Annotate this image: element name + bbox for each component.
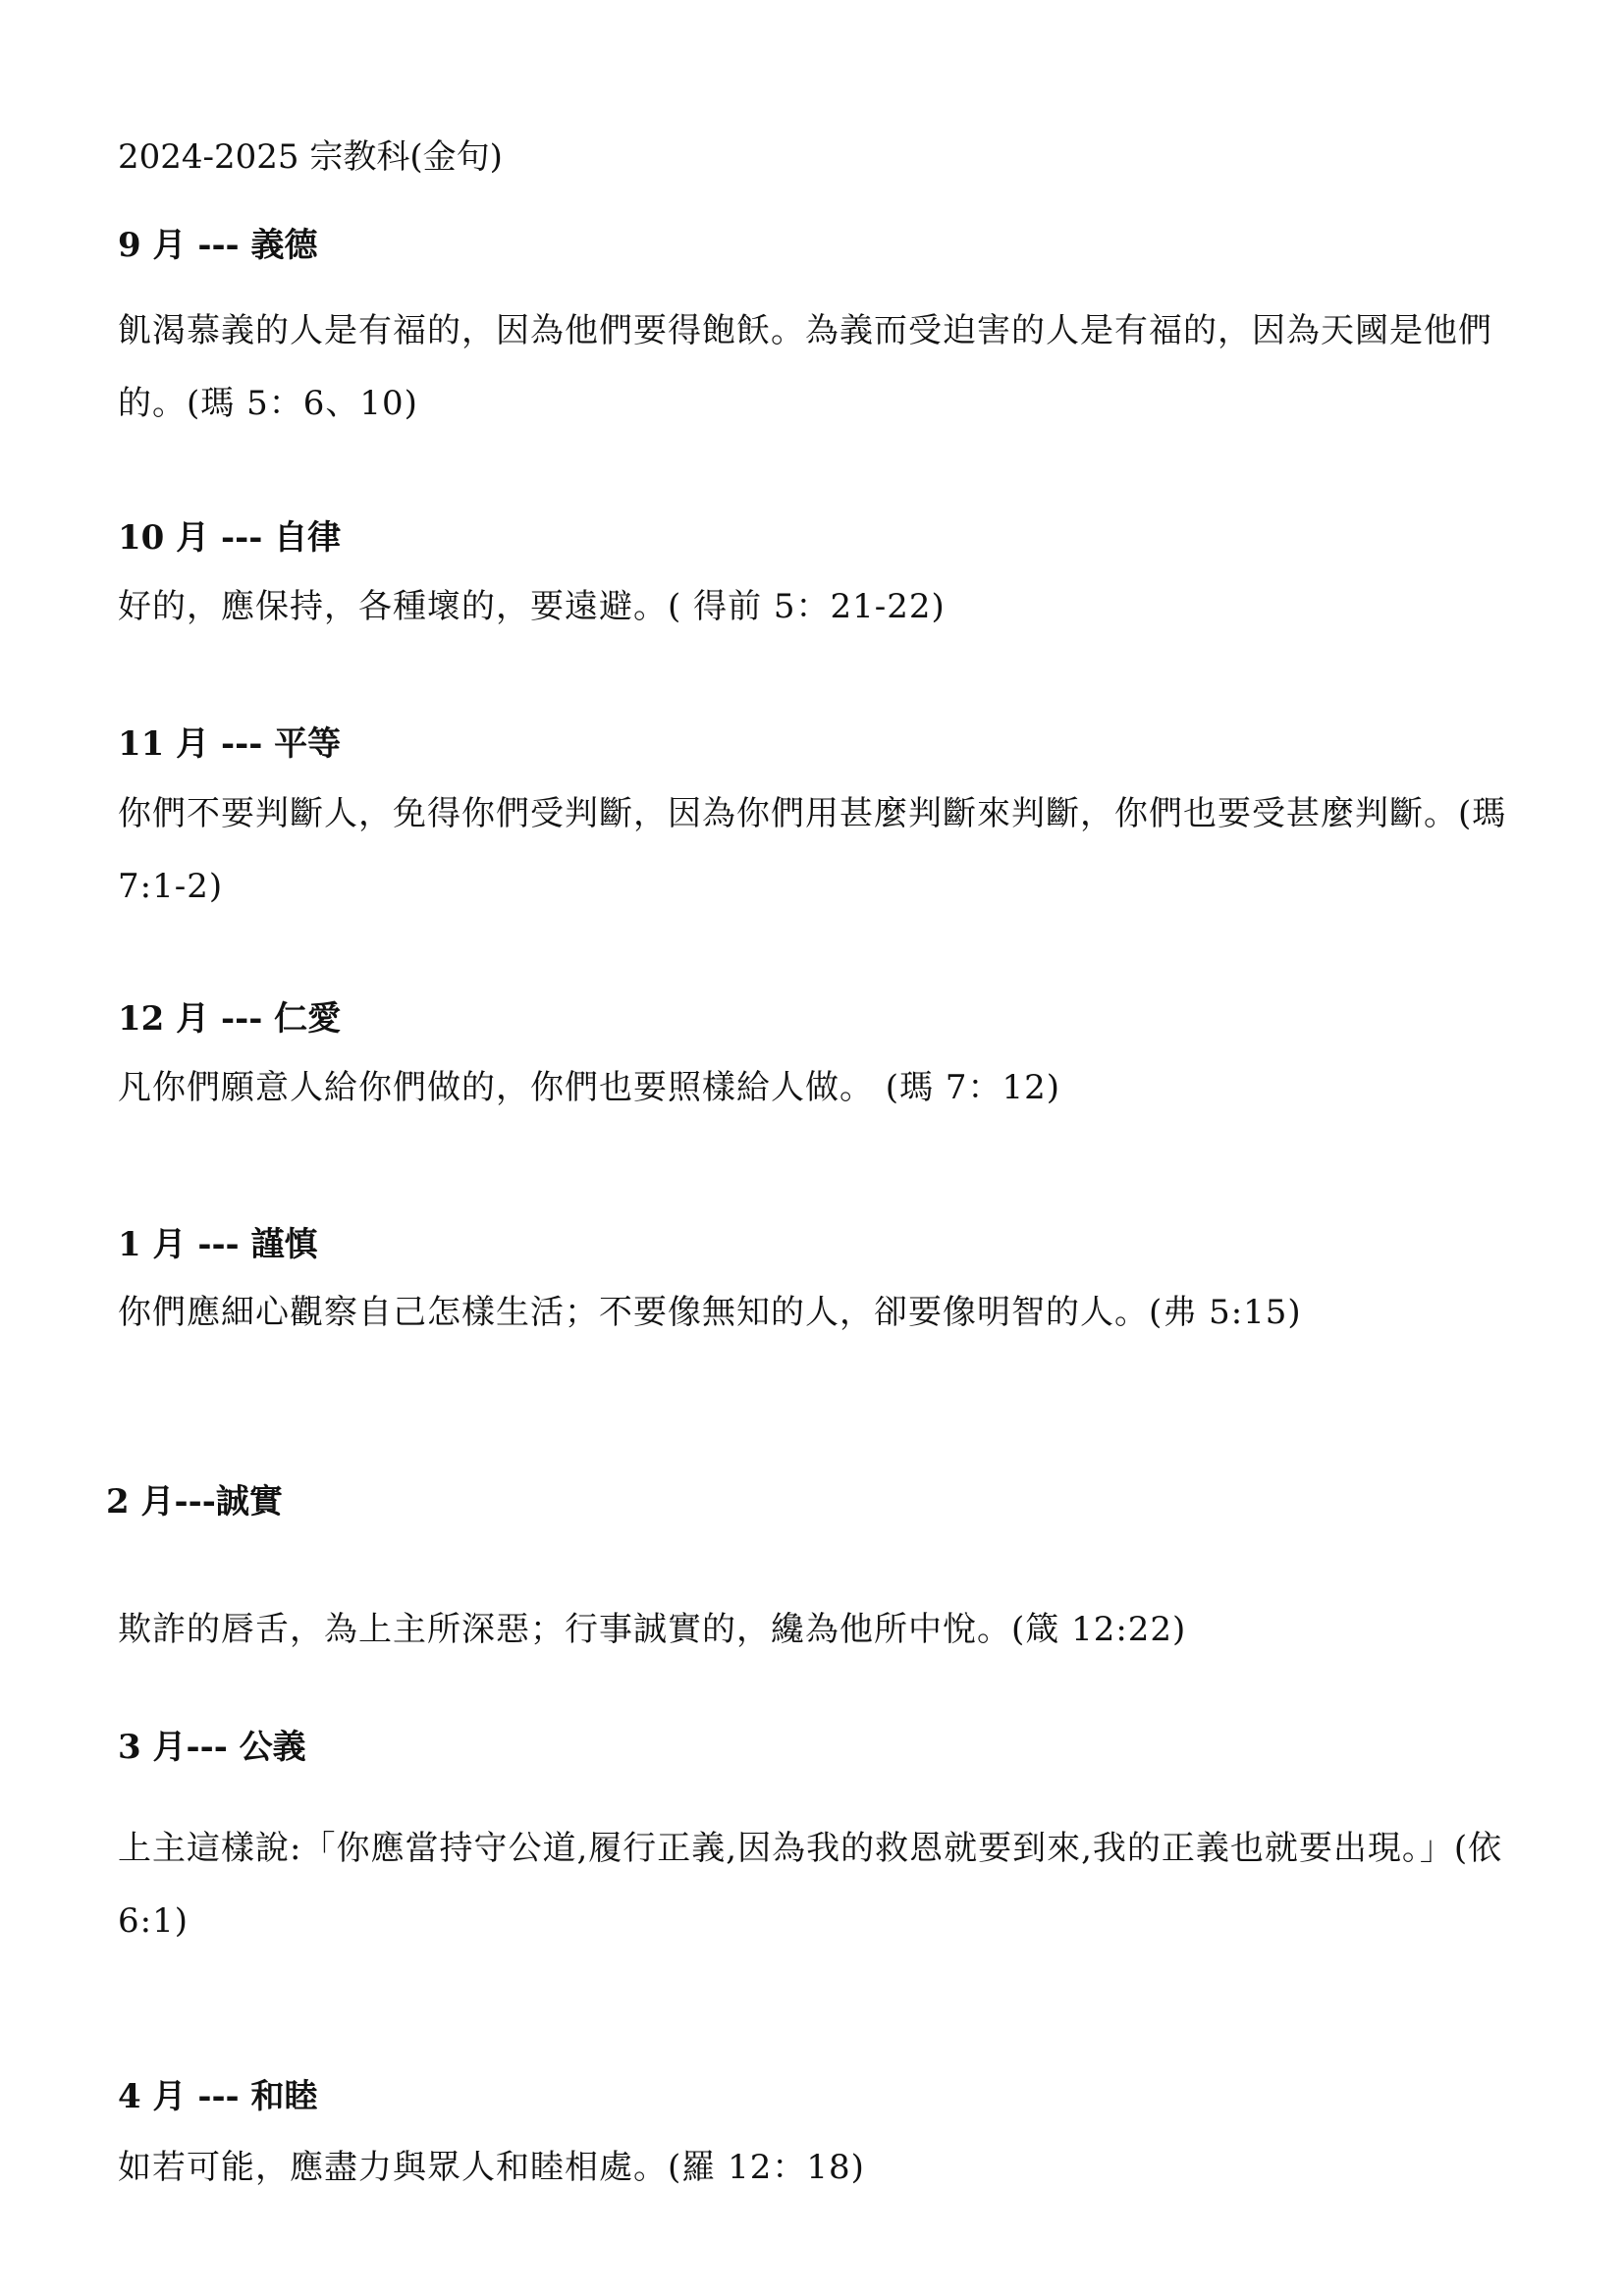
section-heading-april: 4 月 --- 和睦: [118, 2077, 318, 2116]
section-verse-march: 上主這樣說:「你應當持守公道,履行正義,因為我的救恩就要到來,我的正義也就要出現。」(依 6:1): [118, 1829, 1503, 1941]
section-verse-october: 好的，應保持，各種壞的，要遠避。( 得前 5：21-22): [118, 587, 946, 626]
section-heading-march: 3 月--- 公義: [118, 1728, 306, 1767]
section-verse-november: 你們不要判斷人，免得你們受判斷，因為你們用甚麼判斷來判斷，你們也要受甚麼判斷。(瑪 7:1-2): [118, 794, 1507, 906]
section-verse-april: 如若可能，應盡力與眾人和睦相處。(羅 12：18): [118, 2148, 865, 2187]
section-heading-december: 12 月 --- 仁愛: [118, 999, 342, 1039]
section-verse-february: 欺詐的唇舌，為上主所深惡；行事誠實的，纔為他所中悅。(箴 12:22): [118, 1610, 1187, 1649]
section-verse-september: 飢渴慕義的人是有福的，因為他們要得飽飫。為義而受迫害的人是有福的，因為天國是他們的。(瑪 5：6、10): [118, 311, 1492, 423]
section-heading-january: 1 月 --- 謹慎: [118, 1225, 318, 1264]
section-verse-december: 凡你們願意人給你們做的，你們也要照樣給人做。 (瑪 7：12): [118, 1068, 1061, 1107]
section-heading-october: 10 月 --- 自律: [118, 518, 342, 558]
section-heading-september: 9 月 --- 義德: [118, 226, 318, 265]
section-heading-november: 11 月 --- 平等: [118, 724, 342, 764]
section-heading-february: 2 月---誠實: [106, 1482, 283, 1522]
document-title: 2024-2025 宗教科(金句): [118, 137, 503, 177]
section-verse-january: 你們應細心觀察自己怎樣生活；不要像無知的人，卻要像明智的人。(弗 5:15): [118, 1293, 1302, 1332]
